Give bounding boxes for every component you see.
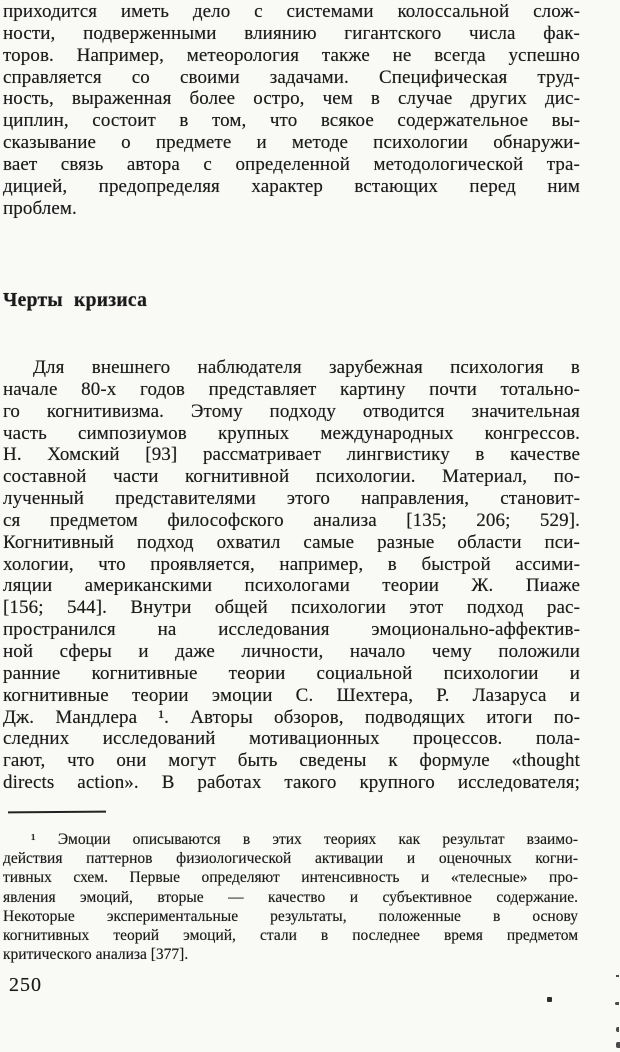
text-line: ляции американскими психологами теории Ж. Пиаже — [3, 575, 580, 597]
text-line: directs action». В работах такого крупного исследователя; — [3, 772, 580, 794]
footnote-line: действия паттернов физиологической активации и оценочных когни- — [3, 850, 578, 868]
footnote-divider — [8, 811, 106, 814]
paragraph-main — [3, 357, 580, 794]
footnote — [3, 830, 578, 964]
text-line: дицией, предопределяя характер встающих перед ним — [3, 175, 580, 197]
text-line: Когнитивный подход охватил самые разные области пси- — [3, 531, 580, 553]
text-line: сказывание о предмете и методе психологии обнаружи- — [3, 132, 580, 154]
text-line: торов. Например, метеорология также не всегда успешно — [3, 44, 580, 66]
scan-artifact-edge-mark — [615, 1002, 619, 1005]
scan-artifact-edge-mark — [616, 1027, 619, 1032]
footnote-line: Некоторые экспериментальные результаты, положенные в основу — [3, 907, 578, 925]
text-line: Н. Хомский [93] рассматривает лингвистику в качестве — [3, 444, 580, 466]
text-line: Дж. Мандлера ¹. Авторы обзоров, подводящих итоги по- — [3, 706, 580, 728]
paragraph-continuation — [3, 1, 580, 219]
text-line: когнитивные теории эмоции С. Шехтера, Р. Лазаруса и — [3, 684, 580, 706]
section-heading: Черты кризиса — [3, 290, 148, 311]
text-line: Для внешнего наблюдателя зарубежная психология в — [33, 357, 580, 378]
text-line: лученный представителями этого направления, становит- — [3, 488, 580, 510]
text-line: проблем. — [3, 197, 77, 219]
scan-artifact-edge-mark — [616, 975, 619, 977]
footnote-line: явления эмоций, вторые — качество и субъективное содержание. — [3, 888, 578, 906]
text-line: циплин, состоит в том, что всякое содержательное вы- — [3, 110, 580, 132]
page-number: 250 — [9, 974, 42, 996]
text-line: часть симпозиумов крупных международных конгрессов. — [3, 422, 580, 444]
text-line: ся предметом философского анализа [135; 206; 529]. — [3, 509, 580, 531]
text-line: приходится иметь дело с системами колоссальной слож- — [3, 1, 580, 22]
text-line: ранние когнитивные теории социальной психологии и — [3, 662, 580, 684]
scan-artifact-edge-mark — [616, 1042, 620, 1048]
text-line: вает связь автора с определенной методологической тра- — [3, 153, 580, 175]
text-line: ность, выраженная более остро, чем в случае других дис- — [3, 88, 580, 110]
text-line: следних исследований мотивационных процессов. пола- — [3, 728, 580, 750]
footnote-line: когнитивных теорий эмоций, стали в последнее время предметом — [3, 927, 578, 945]
footnote-line: ¹ Эмоции описываются в этих теориях как результат взаимо- — [31, 831, 578, 848]
text-line: ной сферы и даже личности, начало чему положили — [3, 640, 580, 662]
text-line: ности, подверженными влиянию гигантского числа фак- — [3, 22, 580, 44]
footnote-line: тивных схем. Первые определяют интенсивность и «телесные» про- — [3, 869, 578, 887]
footnote-line: критического анализа [377]. — [3, 946, 189, 964]
text-line: начале 80-х годов представляет картину почти тотально- — [3, 378, 580, 400]
text-line: пространился на исследования эмоционально-аффектив- — [3, 619, 580, 641]
scan-artifact-dot — [547, 997, 552, 1002]
text-line: хологии, что проявляется, например, в быстрой ассими- — [3, 553, 580, 575]
text-line: гают, что они могут быть сведены к формуле «thought — [3, 750, 580, 772]
text-line: справляется со своими задачами. Специфическая труд- — [3, 66, 580, 88]
text-line: го когнитивизма. Этому подходу отводится значительная — [3, 400, 580, 422]
text-line: [156; 544]. Внутри общей психологии этот подход рас- — [3, 597, 580, 619]
text-line: составной части когнитивной психологии. Материал, по- — [3, 466, 580, 488]
